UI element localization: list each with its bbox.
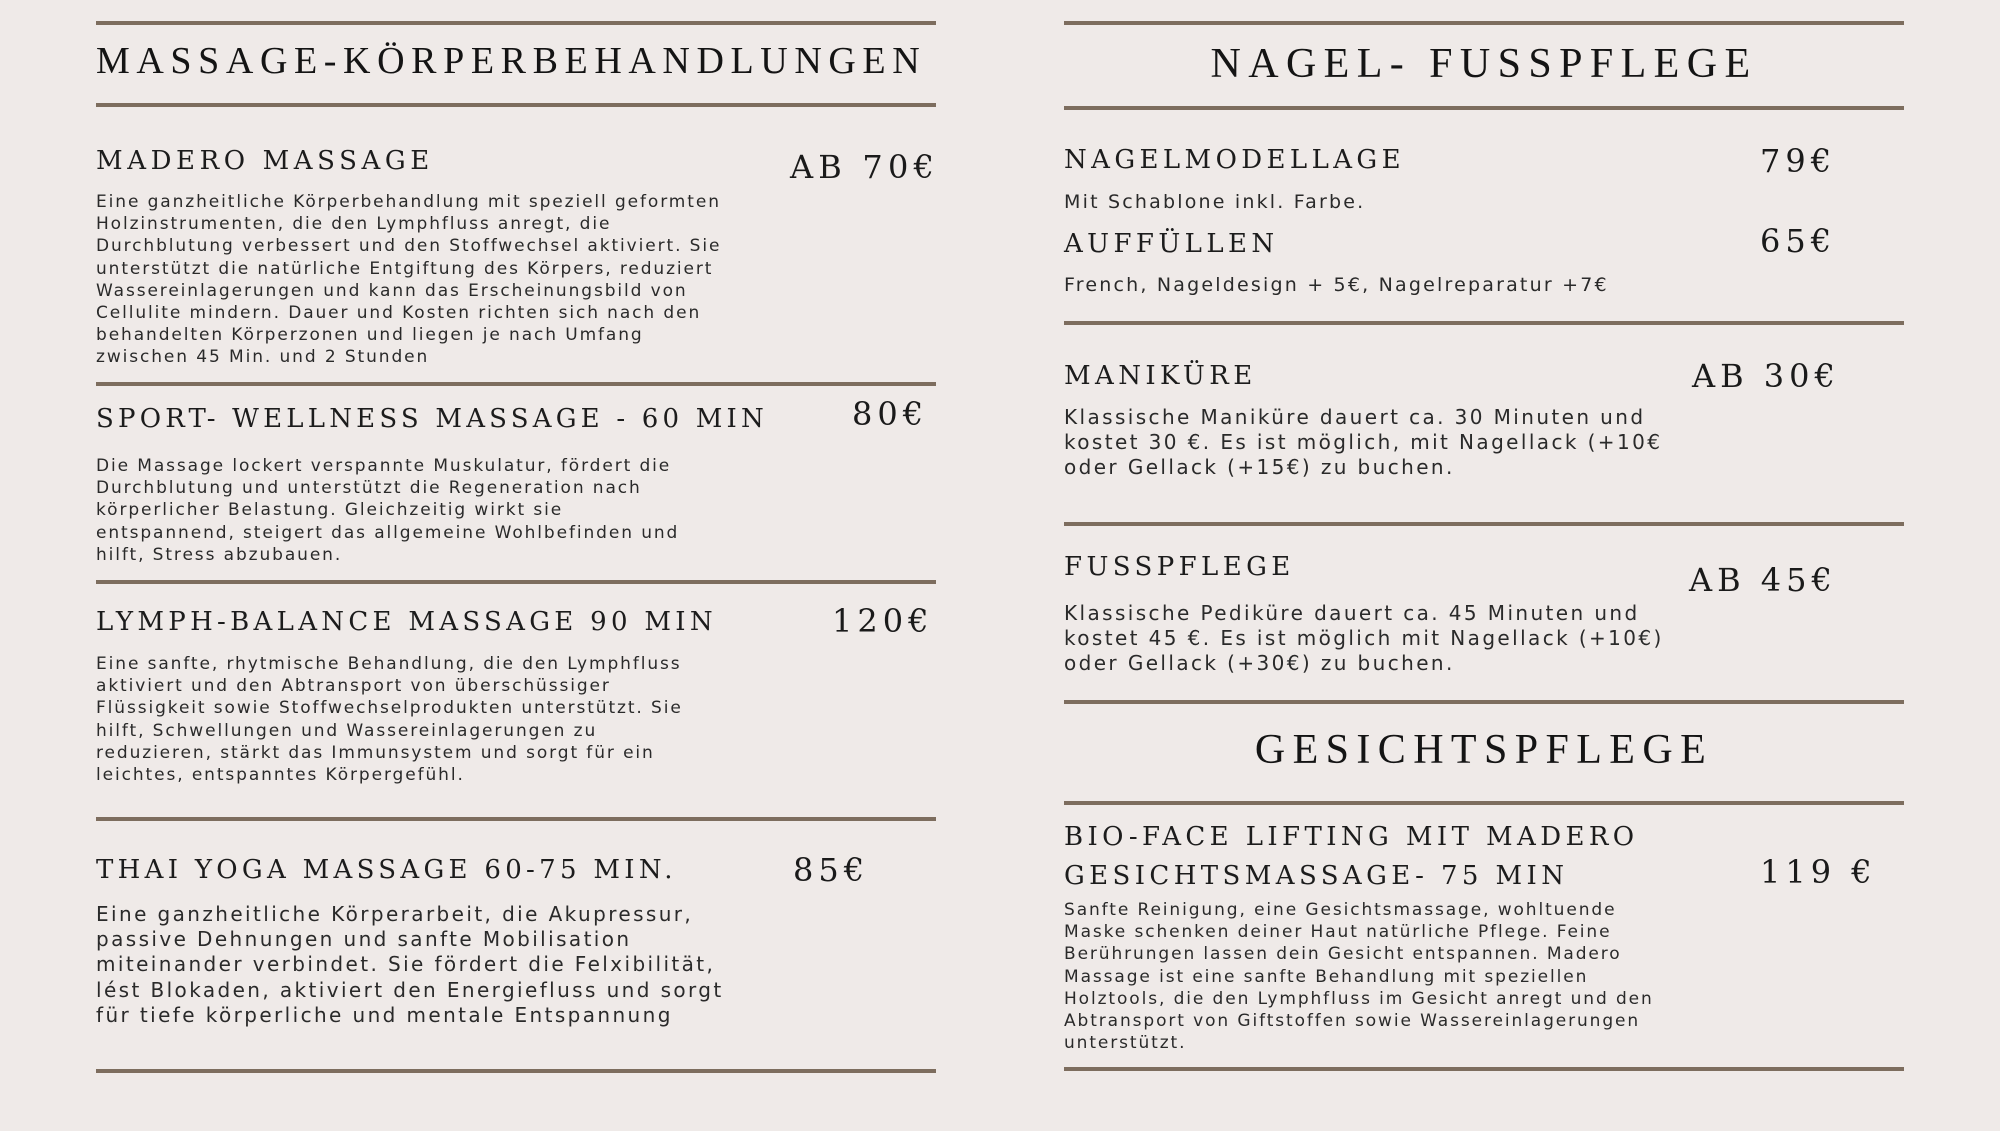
divider <box>1064 106 1904 110</box>
service-title: NAGELMODELLAGE <box>1064 145 1405 175</box>
divider <box>96 817 936 821</box>
divider <box>96 382 936 386</box>
divider <box>1064 21 1904 25</box>
service-price: 119 € <box>1760 853 1877 891</box>
service-price: 65€ <box>1760 222 1837 260</box>
divider <box>1064 522 1904 526</box>
divider <box>96 21 936 25</box>
divider <box>96 103 936 107</box>
service-title: AUFFÜLLEN <box>1064 229 1279 259</box>
section-title-massage: MASSAGE-KÖRPERBEHANDLUNGEN <box>96 40 927 82</box>
service-price: 80€ <box>852 395 929 433</box>
service-description: Die Massage lockert verspannte Muskulatur, fördert die Durchblutung und unterstützt die Regeneration nach körperlicher Belastung. Gleichzeitig wirkt sie entspannend, steigert das allgemeine Wohlbefinden und hilft, Stress abzubauen. <box>96 456 680 565</box>
service-title: MADERO MASSAGE <box>96 146 434 176</box>
service-title: THAI YOGA MASSAGE 60-75 MIN. <box>96 855 677 885</box>
service-description: Eine ganzheitliche Körperbehandlung mit speziell geformten Holzinstrumenten, die den Lymphfluss anregt, die Durchblutung verbessert und den Stoffwechsel aktiviert. Sie unterstützt die natürliche Entgiftung des Körpers, reduziert Wassereinlagerungen und kann das Erscheinungsbild von Cellulite mindern. Dauer und Kosten richten sich nach den behandelten Körperzonen und liegen je nach Umfang zwischen 45 Min. und 2 Stunden <box>96 192 722 368</box>
service-price: 85€ <box>793 851 870 889</box>
service-title: LYMPH-BALANCE MASSAGE 90 MIN <box>96 607 717 637</box>
service-description: Eine ganzheitliche Körperarbeit, die Akupressur, passive Dehnungen und sanfte Mobilisation miteinander verbindet. Sie fördert die Felxibilität, lést Blokaden, aktiviert den Energiefluss und sorgt für tiefe körperliche und mentale Entspannung <box>96 902 724 1027</box>
section-title-nails: NAGEL- FUSSPFLEGE <box>1210 41 1758 87</box>
service-description: Sanfte Reinigung, eine Gesichtsmassage, wohltuende Maske schenken deiner Haut natürliche Pflege. Feine Berührungen lassen dein Gesicht entspannen. Madero Massage ist eine sanfte Behandlung mit speziellen Holztools, die den Lymphfluss im Gesicht anregt und den Abtransport von Giftstoffen sowie Wassereinlagerungen unterstützt. <box>1064 900 1654 1054</box>
service-price: AB 45€ <box>1689 561 1837 599</box>
service-price: AB 70€ <box>790 148 940 186</box>
service-price: 120€ <box>832 602 934 640</box>
service-description: French, Nageldesign + 5€, Nagelreparatur +7€ <box>1064 274 1609 296</box>
divider <box>1064 1067 1904 1071</box>
service-title: GESICHTSMASSAGE- 75 MIN <box>1064 861 1569 891</box>
service-title: FUSSPFLEGE <box>1064 552 1295 582</box>
service-description: Klassische Maniküre dauert ca. 30 Minuten und kostet 30 €. Es ist möglich, mit Nagellack (+10€ oder Gellack (+15€) zu buchen. <box>1064 405 1663 480</box>
service-title: BIO-FACE LIFTING MIT MADERO <box>1064 822 1639 852</box>
divider <box>96 580 936 584</box>
service-description: Eine sanfte, rhytmische Behandlung, die den Lymphfluss aktiviert und den Abtransport von überschüssiger Flüssigkeit sowie Stoffwechselprodukten unterstützt. Sie hilft, Schwellungen und Wassereinlagerungen zu reduzieren, stärkt das Immunsystem und sorgt für ein leichtes, entspanntes Körpergefühl. <box>96 654 683 786</box>
service-price: 79€ <box>1760 142 1837 180</box>
service-price: AB 30€ <box>1692 357 1840 395</box>
divider <box>1064 700 1904 704</box>
section-title-face: GESICHTSPFLEGE <box>1254 727 1714 773</box>
divider <box>1064 321 1904 325</box>
service-title: SPORT- WELLNESS MASSAGE - 60 MIN <box>96 404 768 434</box>
service-description: Mit Schablone inkl. Farbe. <box>1064 191 1366 213</box>
divider <box>96 1069 936 1073</box>
service-description: Klassische Pediküre dauert ca. 45 Minuten und kostet 45 €. Es ist möglich mit Nagellack (+10€) oder Gellack (+30€) zu buchen. <box>1064 601 1664 676</box>
divider <box>1064 801 1904 805</box>
service-title: MANIKÜRE <box>1064 361 1257 391</box>
